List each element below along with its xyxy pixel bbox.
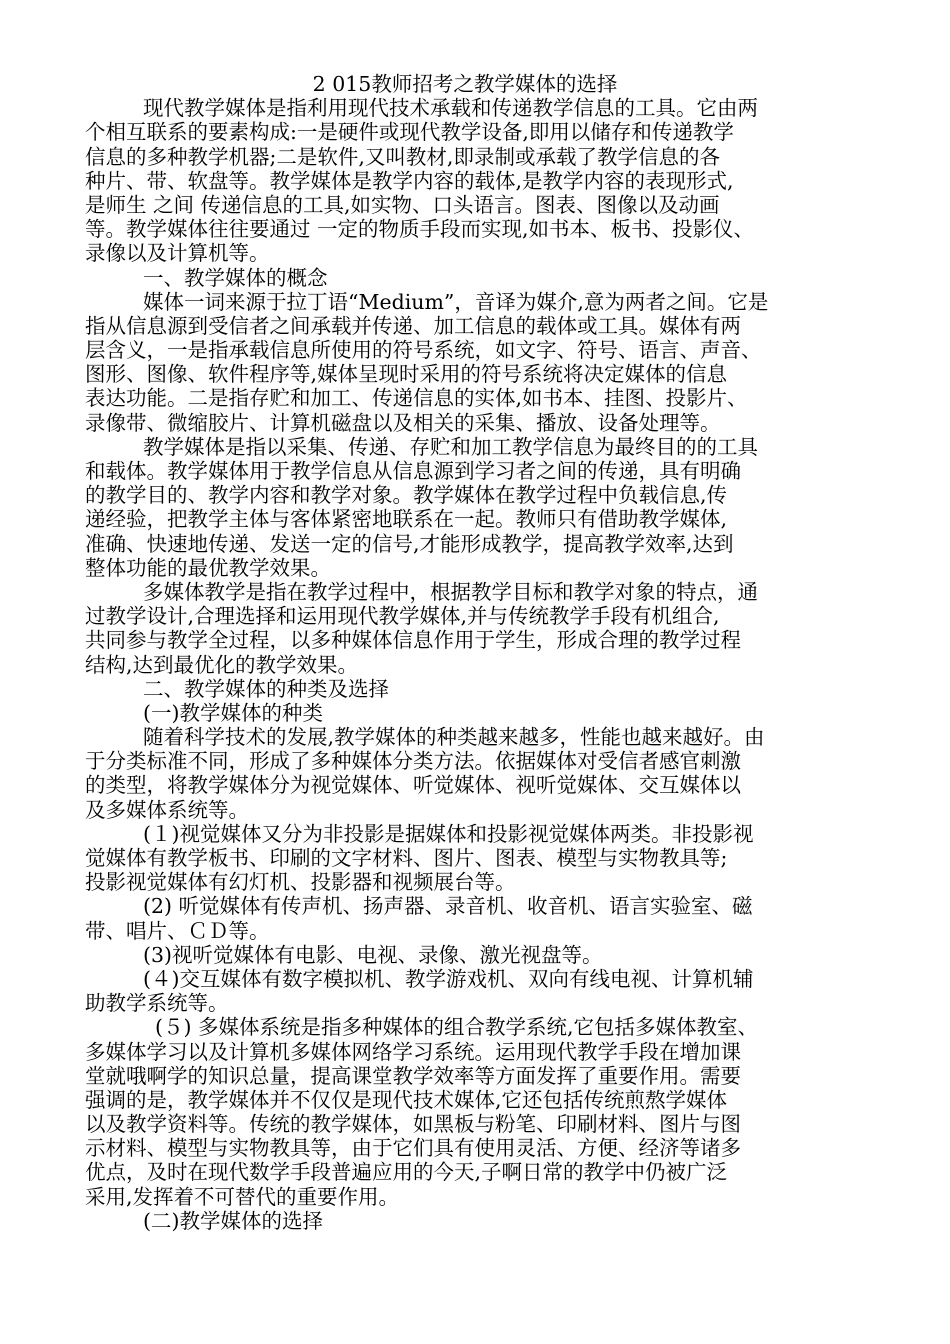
text-line: 随着科学技术的发展,教学媒体的种类越来越多，性能也越来越好。由 <box>143 725 765 750</box>
document-page <box>85 72 845 1233</box>
text-line: 示材料、模型与实物教具等，由于它们具有使用灵活、方便、经济等诸多 <box>85 1136 741 1161</box>
text-line: 等。教学媒体往往要通过 一定的物质手段而实现,如书本、板书、投影仪、 <box>85 217 755 242</box>
text-line: (2) 听觉媒体有传声机、扬声器、录音机、收音机、语言实验室、磁 <box>143 894 753 919</box>
text-line: (５) 多媒体系统是指多种媒体的组合教学系统,它包括多媒体教室、 <box>155 1015 759 1040</box>
text-line: 多媒体学习以及计算机多媒体网络学习系统。运用现代教学手段在增加课 <box>85 1039 741 1064</box>
text-line: 投影视觉媒体有幻灯机、投影器和视频展台等。 <box>85 870 516 895</box>
text-line: 助教学系统等。 <box>85 991 229 1016</box>
text-line: 信息的多种教学机器;二是软件,又叫教材,即录制或承载了教学信息的各 <box>85 144 720 169</box>
text-line: 是师生 之间 传递信息的工具,如实物、口头语言。图表、图像以及动画 <box>85 192 720 217</box>
text-line: 个相互联系的要素构成:一是硬件或现代教学设备,即用以储存和传递教学 <box>85 120 734 145</box>
text-line: 堂就哦啊学的知识总量，提高课堂教学效率等方面发挥了重要作用。需要 <box>85 1063 741 1088</box>
text-line: (１)视觉媒体又分为非投影是据媒体和投影视觉媒体两类。非投影视 <box>143 821 754 846</box>
text-line: 带、唱片、ＣＤ等。 <box>85 918 270 943</box>
text-line: 录像以及计算机等。 <box>85 241 270 266</box>
text-line: (3)视听觉媒体有电影、电视、录像、激光视盘等。 <box>143 942 603 967</box>
text-line: 整体功能的最优教学效果。 <box>85 555 331 580</box>
text-line: 和载体。教学媒体用于教学信息从信息源到学习者之间的传递，具有明确 <box>85 459 741 484</box>
text-line: 表达功能。二是指存贮和加工、传递信息的实体,如书本、挂图、投影片、 <box>85 386 748 411</box>
text-line: 共同参与教学全过程，以多种媒体信息作用于学生，形成合理的教学过程 <box>85 628 741 653</box>
text-line: (二)教学媒体的选择 <box>143 1208 323 1233</box>
text-line: 多媒体教学是指在教学过程中，根据教学目标和教学对象的特点，通 <box>143 579 758 604</box>
text-line: 及多媒体系统等。 <box>85 797 249 822</box>
text-line: 图形、图像、软件程序等,媒体呈现时采用的符号系统将决定媒体的信息 <box>85 362 728 387</box>
text-line: 采用,发挥着不可替代的重要作用。 <box>85 1184 400 1209</box>
text-line: 的教学目的、教学内容和教学对象。教学媒体在教学过程中负载信息,传 <box>85 483 728 508</box>
text-line: 准确、快速地传递、发送一定的信号,才能形成教学，提高教学效率,达到 <box>85 531 734 556</box>
text-line: 于分类标准不同，形成了多种媒体分类方法。依据媒体对受信者感官刺激 <box>85 749 741 774</box>
text-line: 优点，及时在现代数学手段普遍应用的今天,子啊日常的教学中仍被广泛 <box>85 1160 728 1185</box>
text-line: 媒体一词来源于拉丁语“Medium”，音译为媒介,意为两者之间。它是 <box>143 289 769 314</box>
text-line: 种片、带、软盘等。教学媒体是教学内容的载体,是教学内容的表现形式, <box>85 168 734 193</box>
text-line: 录像带、微缩胶片、计算机磁盘以及相关的采集、播放、设备处理等。 <box>85 410 721 435</box>
text-line: 的类型，将教学媒体分为视觉媒体、听觉媒体、视听觉媒体、交互媒体以 <box>85 773 741 798</box>
text-line: 以及教学资料等。传统的教学媒体，如黑板与粉笔、印刷材料、图片与图 <box>85 1112 741 1137</box>
document-title: 2 015教师招考之教学媒体的选择 <box>312 72 618 96</box>
text-line: 层含义，一是指承载信息所使用的符号系统，如文字、符号、语言、声音、 <box>85 338 762 363</box>
text-line: 强调的是，教学媒体并不仅仅是现代技术媒体,它还包括传统煎熬学媒体 <box>85 1087 728 1112</box>
text-line: 二、教学媒体的种类及选择 <box>143 676 389 701</box>
text-line: 递经验，把教学主体与客体紧密地联系在一起。教师只有借助教学媒体, <box>85 507 728 532</box>
text-line: 觉媒体有教学板书、印刷的文字材料、图片、图表、模型与实物教具等; <box>85 846 728 871</box>
text-line: 现代教学媒体是指利用现代技术承载和传递教学信息的工具。它由两 <box>143 96 758 121</box>
text-line: 指从信息源到受信者之间承载并传递、加工信息的载体或工具。媒体有两 <box>85 313 741 338</box>
text-line: 结构,达到最优化的教学效果。 <box>85 652 359 677</box>
document-body <box>85 96 845 1233</box>
text-line: 过教学设计,合理选择和运用现代教学媒体,并与传统教学手段有机组合, <box>85 604 720 629</box>
text-line: (一)教学媒体的种类 <box>143 700 323 725</box>
text-line: 教学媒体是指以采集、传递、存贮和加工教学信息为最终目的的工具 <box>143 434 758 459</box>
text-line: (４)交互媒体有数字模拟机、教学游戏机、双向有线电视、计算机辅 <box>143 966 754 991</box>
text-line: 一、教学媒体的概念 <box>143 265 328 290</box>
